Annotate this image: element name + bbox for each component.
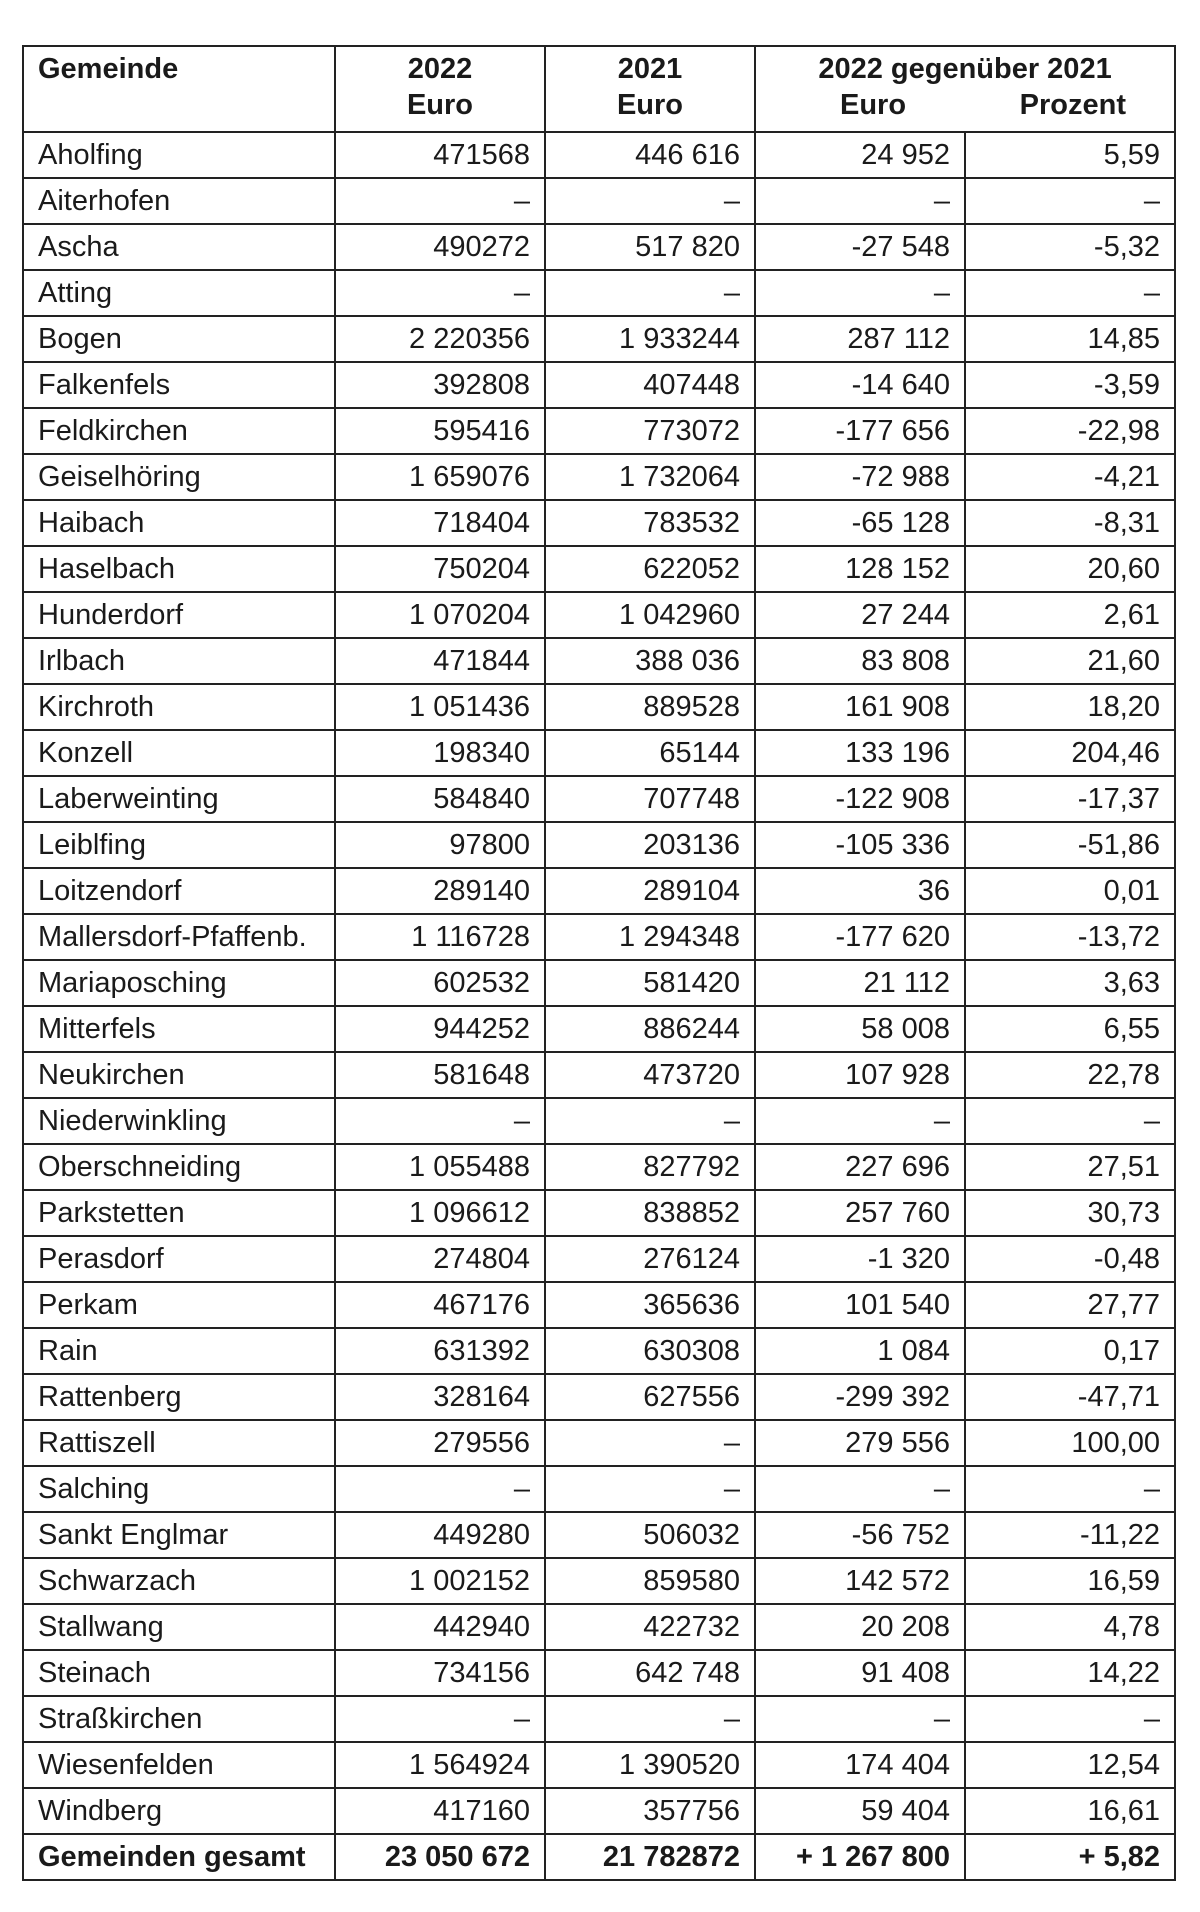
cell-diff-pct: -11,22 — [965, 1512, 1175, 1558]
table-row — [23, 270, 1175, 316]
cell-2022: 2 220356 — [335, 316, 545, 362]
table-row — [23, 178, 1175, 224]
cell-diff-euro: 21 112 — [755, 960, 965, 1006]
cell-diff-pct: 12,54 — [965, 1742, 1175, 1788]
cell-2021: 446 616 — [545, 132, 755, 178]
cell-diff-euro: 174 404 — [755, 1742, 965, 1788]
cell-2022: 631392 — [335, 1328, 545, 1374]
cell-2022: 289140 — [335, 868, 545, 914]
cell-2021: 622052 — [545, 546, 755, 592]
cell-2022: 328164 — [335, 1374, 545, 1420]
cell-diff-pct: 0,01 — [965, 868, 1175, 914]
cell-diff-pct: -17,37 — [965, 776, 1175, 822]
cell-diff-pct: 27,77 — [965, 1282, 1175, 1328]
cell-diff-euro: -122 908 — [755, 776, 965, 822]
cell-diff-euro: 91 408 — [755, 1650, 965, 1696]
cell-2021: – — [545, 1420, 755, 1466]
table-row — [23, 316, 1175, 362]
table-row — [23, 224, 1175, 270]
cell-diff-euro: 24 952 — [755, 132, 965, 178]
cell-diff-euro: 128 152 — [755, 546, 965, 592]
cell-2021: 276124 — [545, 1236, 755, 1282]
cell-2021: 1 042960 — [545, 592, 755, 638]
table-row — [23, 638, 1175, 684]
cell-diff-pct: -4,21 — [965, 454, 1175, 500]
cell-2021: 642 748 — [545, 1650, 755, 1696]
cell-gemeinde: Niederwinkling — [23, 1098, 335, 1144]
cell-diff-pct: -0,48 — [965, 1236, 1175, 1282]
cell-gemeinde: Bogen — [23, 316, 335, 362]
cell-diff-pct: 21,60 — [965, 638, 1175, 684]
cell-2022: 734156 — [335, 1650, 545, 1696]
cell-gemeinde: Atting — [23, 270, 335, 316]
cell-2022: – — [335, 1098, 545, 1144]
cell-gemeinde: Oberschneiding — [23, 1144, 335, 1190]
cell-diff-euro: 101 540 — [755, 1282, 965, 1328]
cell-diff-pct: – — [965, 270, 1175, 316]
cell-2022: – — [335, 1696, 545, 1742]
cell-gemeinde: Mallersdorf-Pfaffenb. — [23, 914, 335, 960]
cell-diff-pct: 2,61 — [965, 592, 1175, 638]
cell-2022: 1 051436 — [335, 684, 545, 730]
cell-2021: – — [545, 178, 755, 224]
cell-diff-pct: 14,85 — [965, 316, 1175, 362]
cell-2021: 65144 — [545, 730, 755, 776]
cell-2021: 827792 — [545, 1144, 755, 1190]
total-cell-2022: 23 050 672 — [335, 1834, 545, 1880]
cell-gemeinde: Haibach — [23, 500, 335, 546]
cell-diff-pct: 16,59 — [965, 1558, 1175, 1604]
table-row — [23, 1098, 1175, 1144]
cell-2022: 718404 — [335, 500, 545, 546]
header-diff-euro: Euro — [840, 89, 907, 121]
cell-diff-pct: -8,31 — [965, 500, 1175, 546]
header-diff-sub — [770, 87, 1160, 123]
table-row — [23, 362, 1175, 408]
cell-gemeinde: Mariaposching — [23, 960, 335, 1006]
cell-2022: 442940 — [335, 1604, 545, 1650]
cell-2021: 506032 — [545, 1512, 755, 1558]
cell-diff-euro: 227 696 — [755, 1144, 965, 1190]
cell-diff-euro: 133 196 — [755, 730, 965, 776]
cell-diff-pct: 18,20 — [965, 684, 1175, 730]
cell-gemeinde: Aiterhofen — [23, 178, 335, 224]
table-row — [23, 914, 1175, 960]
cell-diff-pct: 5,59 — [965, 132, 1175, 178]
cell-gemeinde: Hunderdorf — [23, 592, 335, 638]
cell-2022: 198340 — [335, 730, 545, 776]
table-row — [23, 960, 1175, 1006]
cell-diff-euro: – — [755, 270, 965, 316]
cell-diff-euro: – — [755, 1696, 965, 1742]
cell-diff-pct: -22,98 — [965, 408, 1175, 454]
cell-2022: – — [335, 1466, 545, 1512]
cell-2021: 473720 — [545, 1052, 755, 1098]
cell-2021: 388 036 — [545, 638, 755, 684]
table-row — [23, 1420, 1175, 1466]
cell-2021: 859580 — [545, 1558, 755, 1604]
cell-2021: 1 933244 — [545, 316, 755, 362]
cell-2022: 490272 — [335, 224, 545, 270]
cell-diff-pct: 100,00 — [965, 1420, 1175, 1466]
cell-2021: 707748 — [545, 776, 755, 822]
cell-gemeinde: Neukirchen — [23, 1052, 335, 1098]
header-2022-year: 2022 — [407, 53, 473, 85]
cell-gemeinde: Loitzendorf — [23, 868, 335, 914]
cell-2022: 1 002152 — [335, 1558, 545, 1604]
cell-diff-euro: -65 128 — [755, 500, 965, 546]
cell-2022: 1 564924 — [335, 1742, 545, 1788]
cell-diff-euro: -14 640 — [755, 362, 965, 408]
cell-diff-euro: 27 244 — [755, 592, 965, 638]
cell-gemeinde: Rattiszell — [23, 1420, 335, 1466]
header-gemeinde-label: Gemeinde — [38, 53, 179, 85]
cell-2022: 750204 — [335, 546, 545, 592]
cell-gemeinde: Kirchroth — [23, 684, 335, 730]
table-row — [23, 1604, 1175, 1650]
header-diff-title: 2022 gegenüber 2021 — [818, 53, 1112, 85]
table-row — [23, 1144, 1175, 1190]
table-row — [23, 822, 1175, 868]
cell-2022: 944252 — [335, 1006, 545, 1052]
header-2021-unit: Euro — [616, 89, 684, 121]
cell-diff-euro: -72 988 — [755, 454, 965, 500]
cell-gemeinde: Aholfing — [23, 132, 335, 178]
municipality-table — [22, 45, 1176, 1881]
cell-2022: – — [335, 270, 545, 316]
cell-diff-euro: -177 656 — [755, 408, 965, 454]
cell-diff-pct: 4,78 — [965, 1604, 1175, 1650]
cell-2021: 630308 — [545, 1328, 755, 1374]
cell-diff-euro: 36 — [755, 868, 965, 914]
cell-diff-euro: -56 752 — [755, 1512, 965, 1558]
table-row — [23, 1236, 1175, 1282]
cell-2022: 595416 — [335, 408, 545, 454]
cell-2022: – — [335, 178, 545, 224]
table-row — [23, 776, 1175, 822]
cell-gemeinde: Stallwang — [23, 1604, 335, 1650]
cell-2021: 289104 — [545, 868, 755, 914]
table-row — [23, 1696, 1175, 1742]
table-body — [23, 132, 1175, 1880]
cell-diff-pct: -13,72 — [965, 914, 1175, 960]
cell-diff-euro: – — [755, 178, 965, 224]
cell-diff-euro: – — [755, 1098, 965, 1144]
cell-2021: – — [545, 1696, 755, 1742]
cell-diff-euro: 107 928 — [755, 1052, 965, 1098]
cell-2021: – — [545, 1098, 755, 1144]
table-row — [23, 1788, 1175, 1834]
cell-gemeinde: Rain — [23, 1328, 335, 1374]
total-cell-gemeinde: Gemeinden gesamt — [23, 1834, 335, 1880]
cell-2021: 1 390520 — [545, 1742, 755, 1788]
cell-diff-euro: 161 908 — [755, 684, 965, 730]
cell-diff-pct: – — [965, 1466, 1175, 1512]
total-row — [23, 1834, 1175, 1880]
table-row — [23, 1282, 1175, 1328]
cell-gemeinde: Sankt Englmar — [23, 1512, 335, 1558]
cell-2021: 886244 — [545, 1006, 755, 1052]
cell-diff-pct: 6,55 — [965, 1006, 1175, 1052]
table-row — [23, 1190, 1175, 1236]
cell-diff-pct: 30,73 — [965, 1190, 1175, 1236]
cell-diff-euro: 59 404 — [755, 1788, 965, 1834]
cell-gemeinde: Rattenberg — [23, 1374, 335, 1420]
cell-diff-euro: -1 320 — [755, 1236, 965, 1282]
table-container — [22, 45, 1174, 1881]
cell-diff-euro: 1 084 — [755, 1328, 965, 1374]
table-row — [23, 1558, 1175, 1604]
cell-2022: 471568 — [335, 132, 545, 178]
table-row — [23, 1052, 1175, 1098]
cell-gemeinde: Straßkirchen — [23, 1696, 335, 1742]
cell-diff-pct: – — [965, 1696, 1175, 1742]
cell-2022: 279556 — [335, 1420, 545, 1466]
table-row — [23, 500, 1175, 546]
cell-2022: 584840 — [335, 776, 545, 822]
cell-gemeinde: Steinach — [23, 1650, 335, 1696]
cell-2022: 1 070204 — [335, 592, 545, 638]
cell-gemeinde: Wiesenfelden — [23, 1742, 335, 1788]
cell-diff-euro: -177 620 — [755, 914, 965, 960]
cell-gemeinde: Laberweinting — [23, 776, 335, 822]
table-row — [23, 454, 1175, 500]
cell-diff-euro: -27 548 — [755, 224, 965, 270]
cell-2021: 838852 — [545, 1190, 755, 1236]
total-cell-2021: 21 782872 — [545, 1834, 755, 1880]
cell-2021: – — [545, 270, 755, 316]
cell-diff-euro: -299 392 — [755, 1374, 965, 1420]
cell-diff-pct: 14,22 — [965, 1650, 1175, 1696]
cell-2021: 1 294348 — [545, 914, 755, 960]
table-row — [23, 1006, 1175, 1052]
header-diff — [755, 46, 1175, 132]
cell-2021: 889528 — [545, 684, 755, 730]
cell-2021: 783532 — [545, 500, 755, 546]
cell-2022: 1 096612 — [335, 1190, 545, 1236]
cell-gemeinde: Mitterfels — [23, 1006, 335, 1052]
cell-diff-euro: 20 208 — [755, 1604, 965, 1650]
table-row — [23, 730, 1175, 776]
table-row — [23, 546, 1175, 592]
table-row — [23, 1328, 1175, 1374]
table-row — [23, 684, 1175, 730]
cell-gemeinde: Ascha — [23, 224, 335, 270]
cell-gemeinde: Parkstetten — [23, 1190, 335, 1236]
cell-2021: 365636 — [545, 1282, 755, 1328]
cell-2021: 407448 — [545, 362, 755, 408]
header-row — [23, 46, 1175, 132]
table-row — [23, 1466, 1175, 1512]
cell-2021: – — [545, 1466, 755, 1512]
table-row — [23, 1650, 1175, 1696]
cell-2022: 1 055488 — [335, 1144, 545, 1190]
table-row — [23, 592, 1175, 638]
cell-2021: 357756 — [545, 1788, 755, 1834]
cell-2021: 581420 — [545, 960, 755, 1006]
header-2021-year: 2021 — [617, 53, 683, 85]
cell-diff-euro: 279 556 — [755, 1420, 965, 1466]
cell-2022: 602532 — [335, 960, 545, 1006]
cell-gemeinde: Windberg — [23, 1788, 335, 1834]
header-2022-unit: Euro — [406, 89, 474, 121]
cell-2021: 203136 — [545, 822, 755, 868]
cell-diff-pct: 204,46 — [965, 730, 1175, 776]
cell-2022: 97800 — [335, 822, 545, 868]
cell-diff-pct: -51,86 — [965, 822, 1175, 868]
cell-2021: 1 732064 — [545, 454, 755, 500]
header-gemeinde — [23, 46, 335, 132]
cell-diff-pct: 20,60 — [965, 546, 1175, 592]
total-cell-diff-pct: + 5,82 — [965, 1834, 1175, 1880]
total-cell-diff-euro: + 1 267 800 — [755, 1834, 965, 1880]
cell-gemeinde: Leiblfing — [23, 822, 335, 868]
cell-gemeinde: Irlbach — [23, 638, 335, 684]
header-2022 — [335, 46, 545, 132]
cell-gemeinde: Schwarzach — [23, 1558, 335, 1604]
cell-2022: 1 116728 — [335, 914, 545, 960]
cell-diff-pct: 0,17 — [965, 1328, 1175, 1374]
cell-gemeinde: Perkam — [23, 1282, 335, 1328]
table-row — [23, 408, 1175, 454]
table-row — [23, 132, 1175, 178]
cell-diff-euro: 58 008 — [755, 1006, 965, 1052]
header-diff-pct: Prozent — [1019, 89, 1127, 121]
cell-2022: 581648 — [335, 1052, 545, 1098]
cell-gemeinde: Haselbach — [23, 546, 335, 592]
cell-diff-euro: 257 760 — [755, 1190, 965, 1236]
cell-diff-euro: 83 808 — [755, 638, 965, 684]
cell-diff-euro: -105 336 — [755, 822, 965, 868]
cell-2022: 449280 — [335, 1512, 545, 1558]
cell-diff-euro: 142 572 — [755, 1558, 965, 1604]
cell-2021: 627556 — [545, 1374, 755, 1420]
cell-2021: 773072 — [545, 408, 755, 454]
cell-2022: 392808 — [335, 362, 545, 408]
cell-diff-pct: 27,51 — [965, 1144, 1175, 1190]
cell-diff-euro: 287 112 — [755, 316, 965, 362]
cell-2021: 422732 — [545, 1604, 755, 1650]
cell-gemeinde: Geiselhöring — [23, 454, 335, 500]
cell-diff-pct: 3,63 — [965, 960, 1175, 1006]
table-row — [23, 1374, 1175, 1420]
table-header — [23, 46, 1175, 132]
cell-2022: 471844 — [335, 638, 545, 684]
cell-2021: 517 820 — [545, 224, 755, 270]
cell-gemeinde: Konzell — [23, 730, 335, 776]
cell-diff-pct: – — [965, 178, 1175, 224]
cell-diff-pct: -5,32 — [965, 224, 1175, 270]
cell-diff-pct: 16,61 — [965, 1788, 1175, 1834]
header-2021 — [545, 46, 755, 132]
table-row — [23, 1512, 1175, 1558]
cell-diff-pct: – — [965, 1098, 1175, 1144]
cell-diff-pct: -3,59 — [965, 362, 1175, 408]
cell-gemeinde: Falkenfels — [23, 362, 335, 408]
cell-2022: 1 659076 — [335, 454, 545, 500]
cell-diff-pct: 22,78 — [965, 1052, 1175, 1098]
cell-diff-euro: – — [755, 1466, 965, 1512]
table-row — [23, 868, 1175, 914]
cell-2022: 467176 — [335, 1282, 545, 1328]
cell-2022: 417160 — [335, 1788, 545, 1834]
cell-gemeinde: Salching — [23, 1466, 335, 1512]
table-row — [23, 1742, 1175, 1788]
cell-diff-pct: -47,71 — [965, 1374, 1175, 1420]
cell-gemeinde: Feldkirchen — [23, 408, 335, 454]
cell-2022: 274804 — [335, 1236, 545, 1282]
cell-gemeinde: Perasdorf — [23, 1236, 335, 1282]
